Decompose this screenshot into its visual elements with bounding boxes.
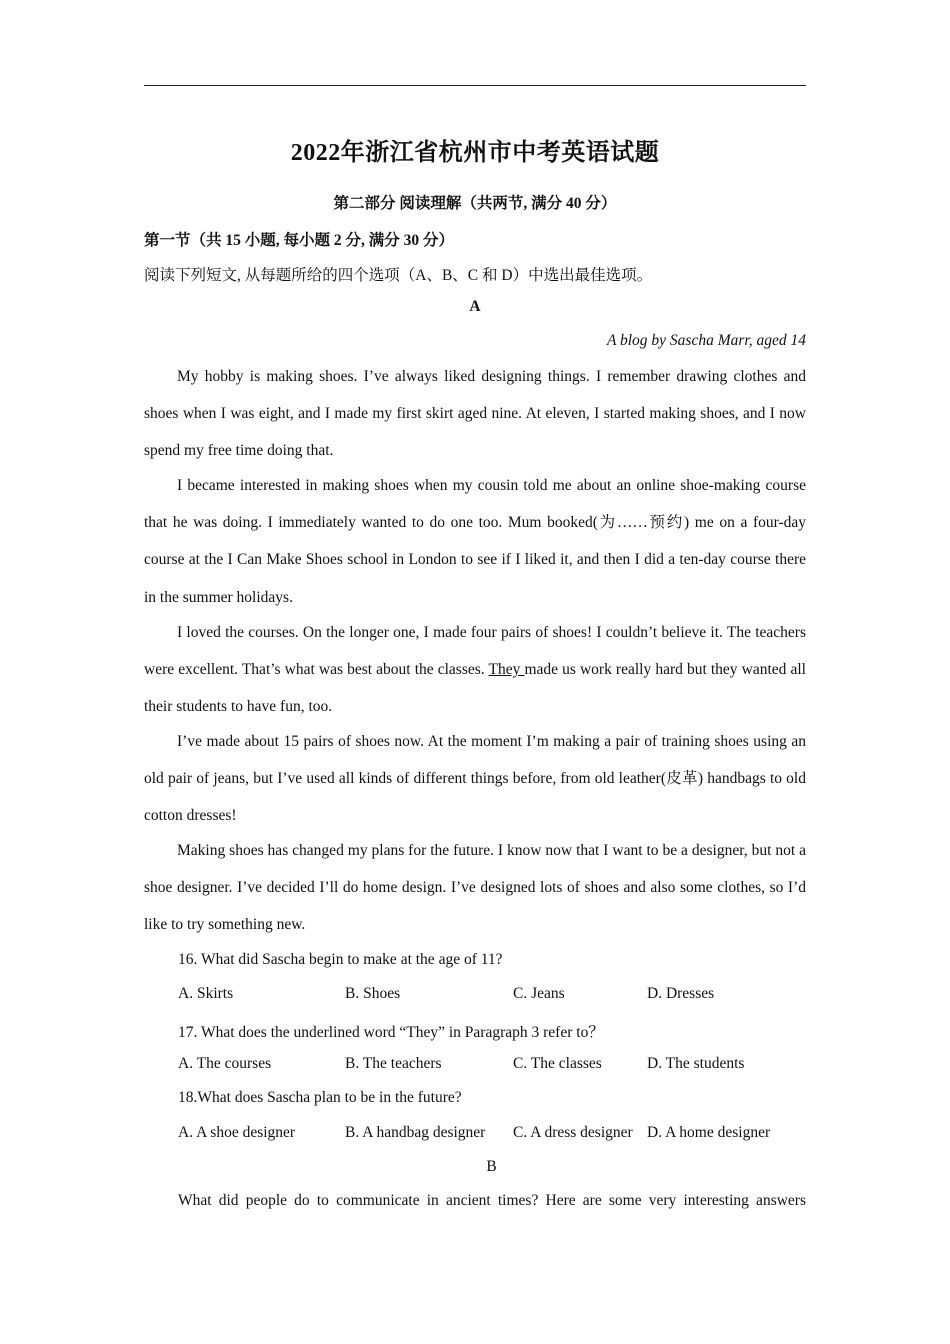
question-17-option-a[interactable]: A. The courses	[178, 1055, 272, 1072]
passage-a-paragraph-4: I’ve made about 15 pairs of shoes now. At the moment I’m making a pair of training shoes using an old pair of jeans, but I’ve used all kinds of different things before, from old leather(皮革) handbags to old cotton dresses!	[144, 733, 806, 825]
paragraph-3-text-after: made us work really hard but they wanted all their students to have fun, too.	[144, 661, 806, 716]
question-16-option-a[interactable]: A. Skirts	[178, 985, 234, 1002]
question-18-option-b[interactable]: B. A handbag designer	[345, 1124, 486, 1141]
question-18-option-d[interactable]: D. A home designer	[647, 1124, 771, 1141]
paragraph-3-text-before: I loved the courses. On the longer one, I made four pairs of shoes! I couldn’t believe it. The teachers were excellent. That’s what was best about the classes.	[144, 624, 806, 679]
question-17-option-c[interactable]: C. The classes	[513, 1055, 602, 1072]
question-18-option-a[interactable]: A. A shoe designer	[178, 1124, 296, 1141]
passage-b-letter: B	[486, 1158, 497, 1175]
question-16-option-d[interactable]: D. Dresses	[647, 985, 715, 1002]
passage-a-paragraph-2: I became interested in making shoes when my cousin told me about an online shoe-making course that he was doing. I immediately wanted to do one too. Mum booked(为……预约) me on a four-day course at the I Can Make Shoes school in London to see if I liked it, and then I did a ten-day course there in the summer holidays.	[144, 477, 806, 606]
passage-a-byline: A blog by Sascha Marr, aged 14	[606, 332, 806, 349]
instructions: 阅读下列短文, 从每题所给的四个选项（A、B、C 和 D）中选出最佳选项。	[144, 267, 653, 284]
question-16-stem: 16. What did Sascha begin to make at the age of 11?	[178, 951, 503, 968]
exam-title: 2022年浙江省杭州市中考英语试题	[290, 140, 660, 166]
question-18-stem: 18.What does Sascha plan to be in the future?	[178, 1089, 462, 1106]
header-rule	[144, 85, 806, 86]
question-16-option-b[interactable]: B. Shoes	[345, 985, 401, 1002]
question-17-stem: 17. What does the underlined word “They” in Paragraph 3 refer to？	[178, 1024, 604, 1041]
part-heading: 第二部分 阅读理解（共两节, 满分 40 分）	[333, 195, 617, 212]
passage-a-paragraph-1: My hobby is making shoes. I’ve always liked designing things. I remember drawing clothes and shoes when I was eight, and I made my first skirt aged nine. At eleven, I started making shoes, and I now spend my free time doing that.	[144, 368, 806, 460]
question-18-option-c[interactable]: C. A dress designer	[513, 1124, 633, 1141]
question-17-option-b[interactable]: B. The teachers	[345, 1055, 442, 1072]
passage-a-paragraph-3	[144, 614, 806, 726]
passage-a-paragraph-5: Making shoes has changed my plans for the future. I know now that I want to be a designer, but not a shoe designer. I’ve decided I’ll do home design. I’ve designed lots of shoes and also some clothes, so I’d like to try something new.	[144, 842, 806, 934]
passage-b-intro: What did people do to communicate in ancient times? Here are some very interesting answers	[178, 1192, 806, 1209]
passage-a-letter: A	[469, 298, 481, 315]
question-17-option-d[interactable]: D. The students	[647, 1055, 745, 1072]
question-16-option-c[interactable]: C. Jeans	[513, 985, 565, 1002]
underlined-word-they: They	[488, 661, 525, 679]
section-heading: 第一节（共 15 小题, 每小题 2 分, 满分 30 分）	[144, 232, 455, 249]
